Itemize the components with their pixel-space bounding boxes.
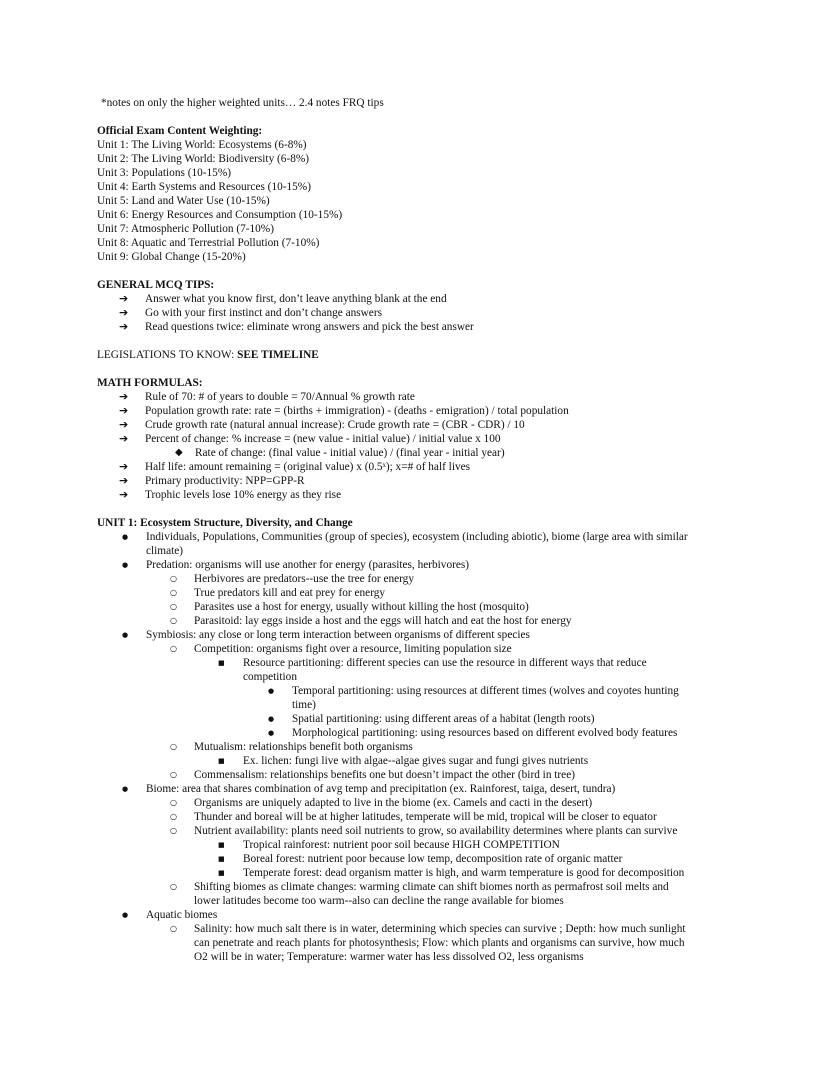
formula-item: ➔ Trophic levels lose 10% energy as they rise [97, 488, 808, 502]
formula-item: ➔ Population growth rate: rate = (births + immigration) - (deaths - emigration) / total population [97, 404, 808, 418]
mcq-tip: ➔ Go with your first instinct and don’t change answers [97, 306, 808, 320]
sub-bullet-item: ○ Commensalism: relationships benefits one but doesn’t impact the other (bird in tree) [97, 768, 808, 782]
unit-weight-line: Unit 5: Land and Water Use (10-15%) [97, 195, 270, 207]
spacer [97, 362, 808, 376]
bullet-continuation: lower latitudes become too warm--also can decline the range available for biomes [194, 895, 564, 907]
sub-bullet-item: ○ Shifting biomes as climate changes: warming climate can shift biomes north as permafrost soil melts and [97, 880, 808, 894]
square-bullet-item: ■ Temperate forest: dead organism matter is high, and warm temperature is good for decomposition [97, 866, 808, 880]
unit-weight-line: Unit 2: The Living World: Biodiversity (6-8%) [97, 153, 310, 165]
unit-weight-line: Unit 8: Aquatic and Terrestrial Pollution (7-10%) [97, 237, 320, 249]
sub-bullet-item: ○ True predators kill and eat prey for energy [97, 586, 808, 600]
square-bullet-item: ■ Tropical rainforest: nutrient poor soil because HIGH COMPETITION [97, 838, 808, 852]
bullet-item: ● Individuals, Populations, Communities (group of species), ecosystem (including abiotic), biome (large area with similar [97, 530, 808, 544]
unit-weight-line: Unit 6: Energy Resources and Consumption (10-15%) [97, 209, 343, 221]
bullet-continuation: O2 will be in water; Temperature: warmer water has less dissolved O2, less organisms [194, 951, 584, 963]
spacer [97, 110, 808, 124]
unit-weight-line: Unit 4: Earth Systems and Resources (10-15%) [97, 181, 311, 193]
sub-bullet-item: ○ Herbivores are predators--use the tree for energy [97, 572, 808, 586]
sub-bullet-item: ○ Nutrient availability: plants need soil nutrients to grow, so availability determines where plants can survive [97, 824, 808, 838]
unit-weight-line: Unit 7: Atmospheric Pollution (7-10%) [97, 223, 274, 235]
legislation-label: LEGISLATIONS TO KNOW: [97, 349, 238, 361]
square-bullet-item: ■ Boreal forest: nutrient poor because low temp, decomposition rate of organic matter [97, 852, 808, 866]
unit1-heading: UNIT 1: Ecosystem Structure, Diversity, and Change [97, 517, 353, 529]
square-bullet-item: ■ Ex. lichen: fungi live with algae--algae gives sugar and fungi gives nutrients [97, 754, 808, 768]
mcq-tip: ➔ Read questions twice: eliminate wrong answers and pick the best answer [97, 320, 808, 334]
bullet-item: ● Predation: organisms will use another for energy (parasites, herbivores) [97, 558, 808, 572]
unit1-notes-list [97, 530, 808, 964]
formula-item: ➔ Crude growth rate (natural annual increase): Crude growth rate = (CBR - CDR) / 10 [97, 418, 808, 432]
bullet-item: ● Biome: area that shares combination of avg temp and precipitation (ex. Rainforest, taiga, desert, tundra) [97, 782, 808, 796]
deep-bullet-item: ● Morphological partitioning: using resources based on different evolved body features [97, 726, 808, 740]
spacer [97, 502, 808, 516]
timeline-reference: SEE TIMELINE [237, 349, 319, 361]
unit-weight-line: Unit 3: Populations (10-15%) [97, 167, 231, 179]
formula-item: ➔ Half life: amount remaining = (original value) x (0.5ˣ); x=# of half lives [97, 460, 808, 474]
sub-bullet-item: ○ Mutualism: relationships benefit both organisms [97, 740, 808, 754]
mcq-tip: ➔ Answer what you know first, don’t leave anything blank at the end [97, 292, 808, 306]
bullet-continuation: can penetrate and reach plants for photosynthesis; Flow: which plants and organisms can survive, how much [194, 937, 685, 949]
legislation-line [97, 348, 808, 362]
sub-bullet-item: ○ Salinity: how much salt there is in water, determining which species can survive ; Depth: how much sunlight [97, 922, 808, 936]
formula-item: ➔ Rule of 70: # of years to double = 70/Annual % growth rate [97, 390, 808, 404]
math-heading: MATH FORMULAS: [97, 377, 203, 389]
deep-bullet-item: ● Spatial partitioning: using different areas of a habitat (length roots) [97, 712, 808, 726]
notes-document [97, 96, 808, 964]
mcq-tips-list [97, 292, 808, 334]
square-bullet-item: ■ Resource partitioning: different species can use the resource in different ways that reduce [97, 656, 808, 670]
mcq-heading: GENERAL MCQ TIPS: [97, 279, 215, 291]
formula-item: ➔ Percent of change: % increase = (new value - initial value) / initial value x 100 [97, 432, 808, 446]
sub-bullet-item: ○ Thunder and boreal will be at higher latitudes, temperate will be mid, tropical will be closer to equator [97, 810, 808, 824]
unit-weight-line: Unit 1: The Living World: Ecosystems (6-8%) [97, 139, 307, 151]
bullet-continuation: climate) [146, 545, 184, 557]
spacer [97, 264, 808, 278]
bullet-continuation: competition [243, 671, 297, 683]
formula-subitem: ◆ Rate of change: (final value - initial value) / (final year - initial year) [97, 446, 808, 460]
sub-bullet-item: ○ Organisms are uniquely adapted to live in the biome (ex. Camels and cacti in the desert) [97, 796, 808, 810]
formula-item: ➔ Primary productivity: NPP=GPP-R [97, 474, 808, 488]
spacer [97, 334, 808, 348]
intro-note: *notes on only the higher weighted units… 2.4 notes FRQ tips [101, 97, 384, 109]
sub-bullet-item: ○ Parasites use a host for energy, usually without killing the host (mosquito) [97, 600, 808, 614]
sub-bullet-item: ○ Competition: organisms fight over a resource, limiting population size [97, 642, 808, 656]
math-formulas-list [97, 390, 808, 502]
deep-bullet-item: ● Temporal partitioning: using resources at different times (wolves and coyotes hunting [97, 684, 808, 698]
sub-bullet-item: ○ Parasitoid: lay eggs inside a host and the eggs will hatch and eat the host for energy [97, 614, 808, 628]
bullet-item: ● Aquatic biomes [97, 908, 808, 922]
bullet-continuation: time) [292, 699, 316, 711]
weighting-heading: Official Exam Content Weighting: [97, 125, 263, 137]
unit-weight-line: Unit 9: Global Change (15-20%) [97, 251, 246, 263]
bullet-item: ● Symbiosis: any close or long term interaction between organisms of different species [97, 628, 808, 642]
